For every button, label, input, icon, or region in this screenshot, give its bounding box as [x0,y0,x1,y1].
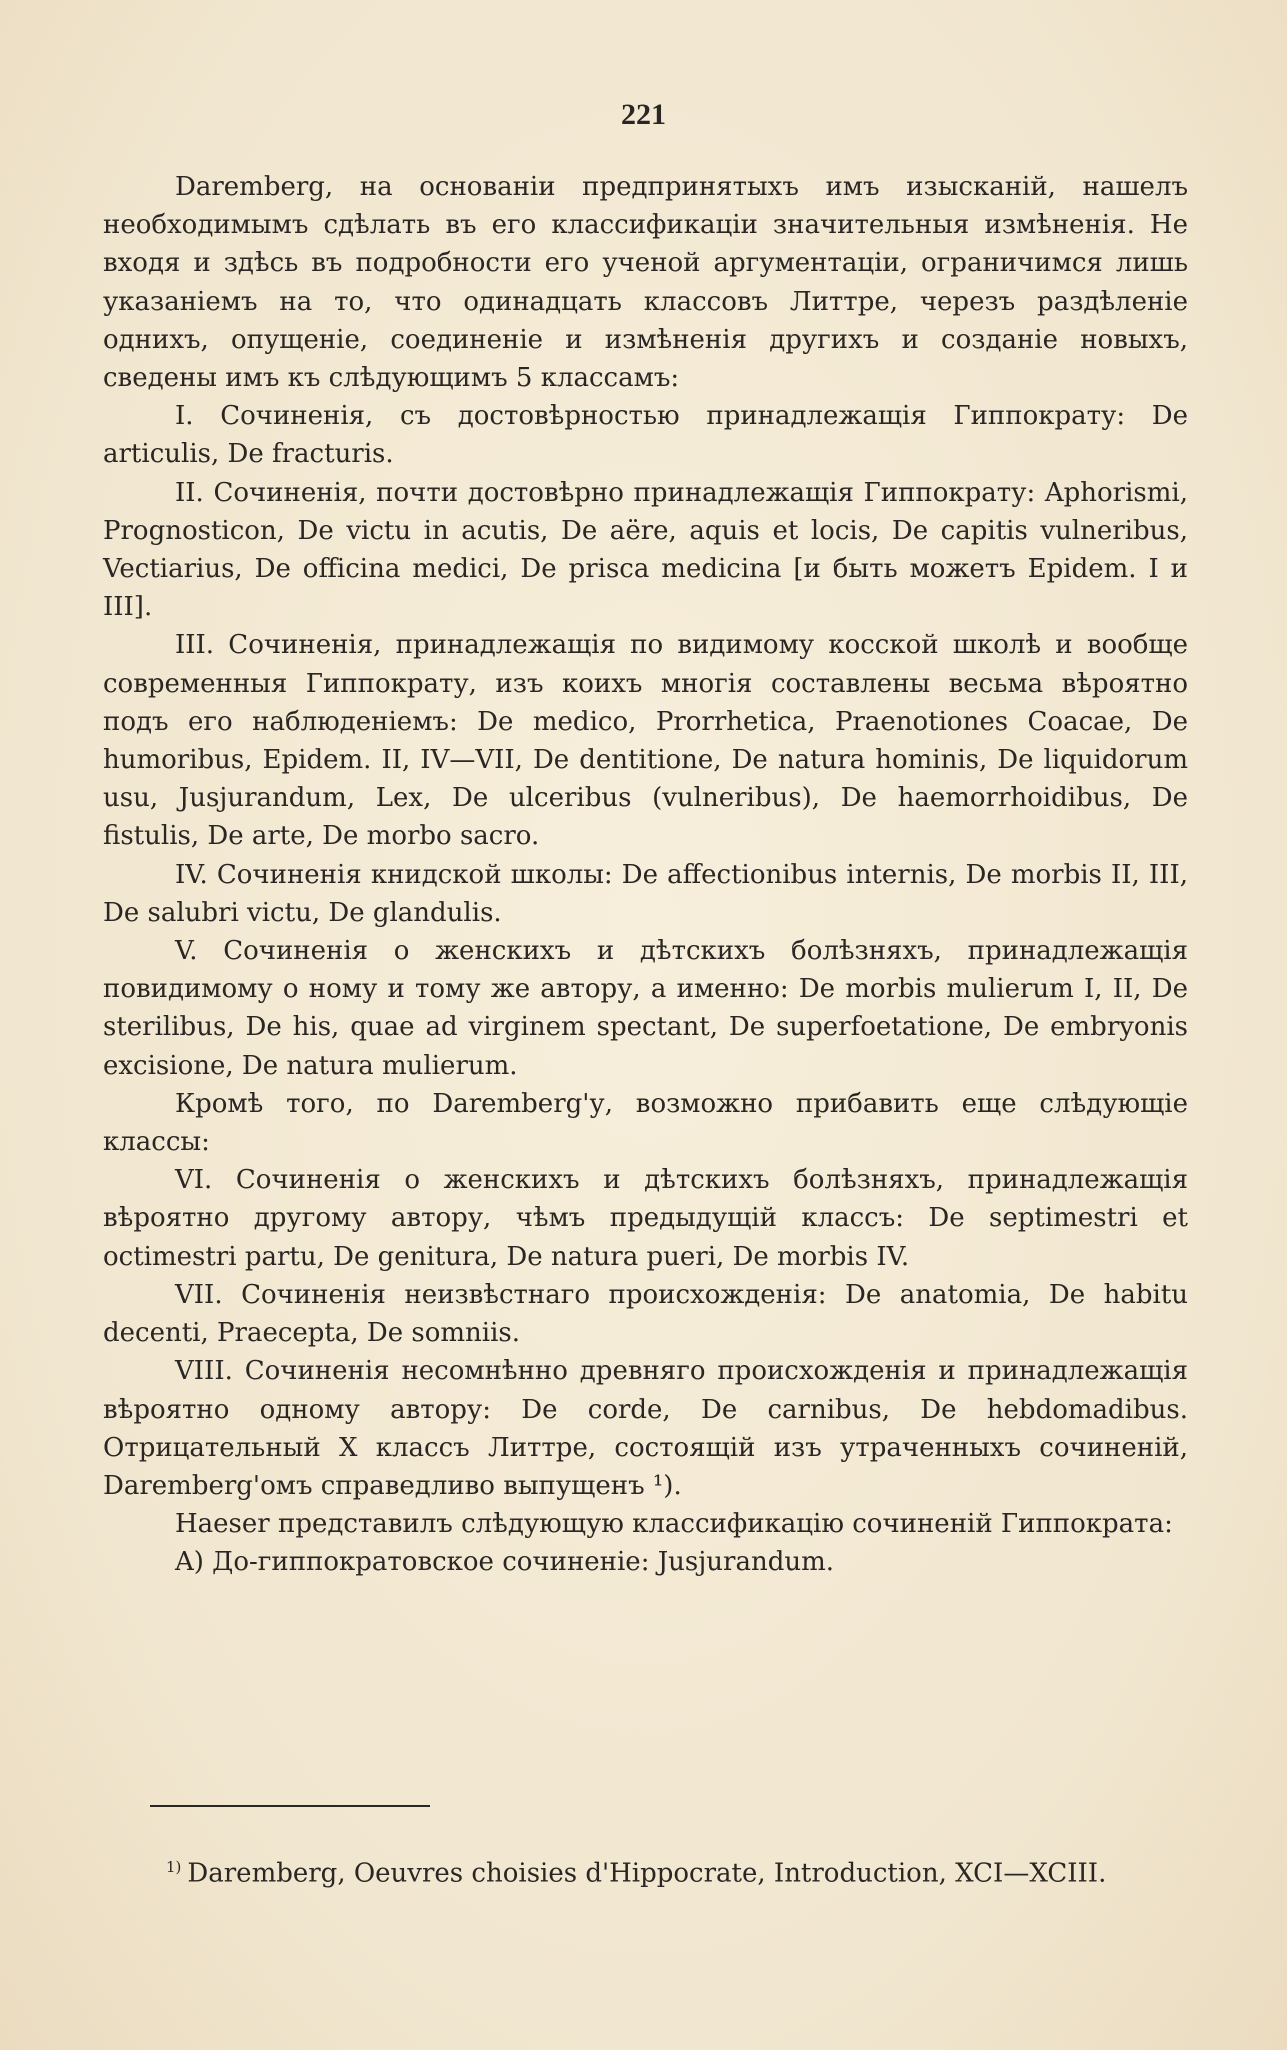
paragraph-class-7: VII. Сочиненія неизвѣстнаго происхожденія: De anatomia, De habitu decenti, Praecepta, De somniis. [103,1279,1188,1349]
paragraph-haeser: Haeser представилъ слѣдующую классификацію сочиненій Гиппократа: [175,1509,1173,1540]
footnote-text: Daremberg, Oeuvres choisies d'Hippocrate, Introduction, XCI—XCIII. [187,1858,1107,1889]
footnote [166,1850,1196,1891]
paragraph-additional: Кромѣ того, по Daremberg'у, возможно прибавить еще слѣдующіе классы: [103,1088,1188,1158]
paragraph-class-6: VI. Сочиненія о женскихъ и дѣтскихъ болѣзняхъ, принадлежащія вѣроятно другому автору, чѣмъ предыдущій классъ: De septimestri et octimestri partu, De genitura, De natura pueri, De morbis IV. [103,1165,1188,1272]
page-number: 221 [621,98,666,131]
body-text [103,168,1188,1582]
paragraph-class-2: II. Сочиненія, почти достовѣрно принадлежащія Гиппократу: Aphorismi, Prognosticon, De victu in acutis, De aëre, aquis et locis, De capitis vulneribus, Vectiarius, De officina medici, De prisca medicina [и быть можетъ Epidem. I и III]. [103,477,1188,623]
paragraph-haeser-a: A) До-гиппократовское сочиненіе: Jusjurandum. [175,1547,835,1578]
paragraph-class-3: III. Сочиненія, принадлежащія по видимому косской школѣ и вообще современныя Гиппократу, изъ коихъ многія составлены весьма вѣроятно подъ его наблюденіемъ: De medico, Prorrhetica, Praenotiones Coacae, De humoribus, Epidem. II, IV—VII, De dentitione, De natura hominis, De liquidorum usu, Jusjurandum, Lex, De ulceribus (vulneribus), De haemorrhoidibus, De fistulis, De arte, De morbo sacro. [103,630,1188,852]
footnote-mark: 1) [166,1858,182,1876]
paragraph-class-8: VIII. Сочиненія несомнѣнно древняго происхожденія и принадлежащія вѣроятно одному автору: De corde, De carnibus, De hebdomadibus. Отрицательный X классъ Литтре, состоящій изъ утраченныхъ сочиненій, Daremberg'омъ справедливо выпущенъ ¹). [103,1356,1188,1501]
paragraph-class-4: IV. Сочиненія книдской школы: De affectionibus internis, De morbis II, III, De salubri victu, De glandulis. [103,859,1188,928]
paragraph-class-5: V. Сочиненія о женскихъ и дѣтскихъ болѣзняхъ, принадлежащія повидимому о ному и тому же автору, а именно: De morbis mulierum I, II, De sterilibus, De his, quae ad virginem spectant, De superfoetatione, De embryonis excisione, De natura mulierum. [103,936,1188,1081]
footnote-divider [150,1805,430,1807]
paragraph-intro: Daremberg, на основаніи предпринятыхъ имъ изысканій, нашелъ необходимымъ сдѣлать въ его классификаціи значительныя измѣненія. Не входя и здѣсь въ подробности его ученой аргументаціи, ограничимся лишь указаніемъ на то, что одинадцать классовъ Литтре, черезъ раздѣленіе однихъ, опущеніе, соединеніе и измѣненія другихъ и созданіе новыхъ, сведены имъ къ слѣдующимъ 5 классамъ: [103,172,1188,394]
paragraph-class-1: I. Сочиненія, съ достовѣрностью принадлежащія Гиппократу: De articulis, De fracturis. [103,401,1188,470]
